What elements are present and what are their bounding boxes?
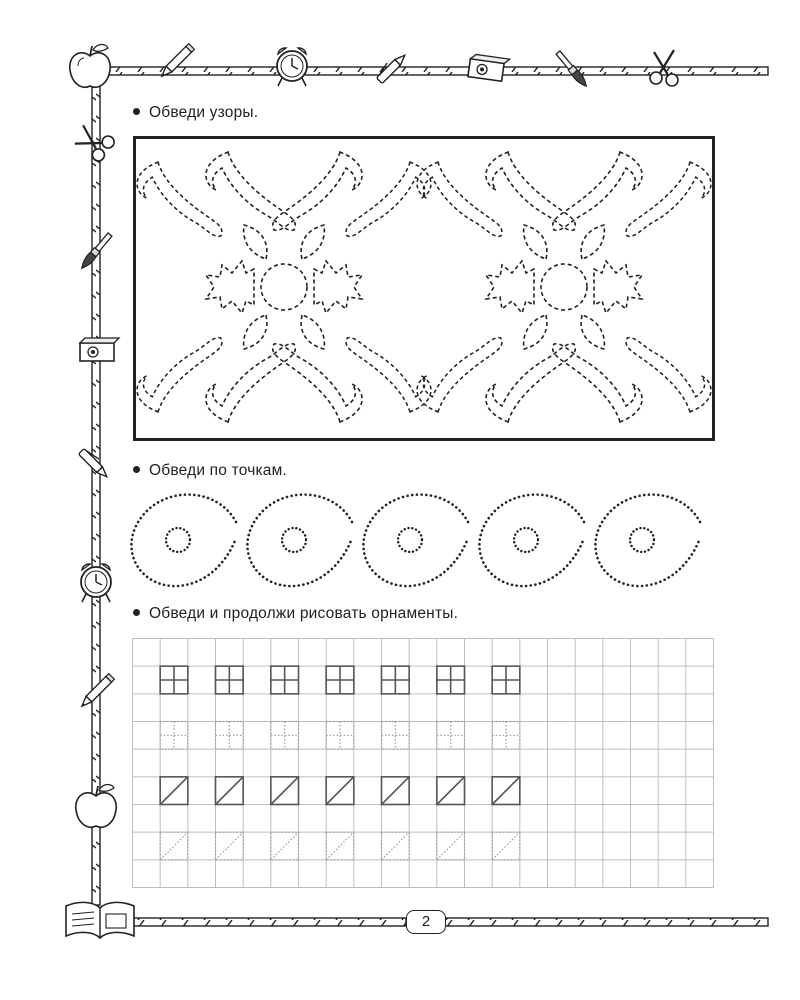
ornament-window-dotted: [326, 722, 354, 750]
page-number: 2: [406, 910, 446, 934]
dotted-circle: [514, 528, 538, 552]
ornament-window: [437, 666, 465, 694]
ornament-window: [271, 666, 299, 694]
ornament-diagonal: [326, 777, 354, 805]
alarm-clock-icon: [81, 564, 111, 602]
dotted-loop: [479, 495, 584, 586]
dotted-loop: [247, 495, 352, 586]
sharpener-icon: [468, 54, 510, 82]
grid-lines: [133, 639, 714, 888]
ornament-diagonal: [160, 777, 188, 805]
ornament-diagonal-dotted: [437, 832, 465, 860]
left-border: [92, 80, 100, 905]
dotted-circle: [630, 528, 654, 552]
ornament-diagonal-dotted: [326, 832, 354, 860]
ornament-diagonal-dotted: [216, 832, 244, 860]
task-1-instruction: [133, 104, 258, 122]
ornament-diagonal-dotted: [382, 832, 410, 860]
ornament-grid: [131, 637, 715, 889]
ornament-diagonal: [382, 777, 410, 805]
task-1-text: Обведи узоры.: [149, 104, 259, 121]
dotted-loop: [131, 495, 236, 586]
dotted-circle: [166, 528, 190, 552]
ornament-window: [326, 666, 354, 694]
task-3-instruction: [133, 605, 458, 623]
dotted-circle: [282, 528, 306, 552]
dotted-loop: [363, 495, 468, 586]
alarm-clock-icon: [277, 48, 307, 86]
dotted-loops: [120, 490, 720, 590]
ornament-window-dotted: [160, 722, 188, 750]
ornament-window-dotted: [382, 722, 410, 750]
task-2-text: Обведи по точкам.: [149, 462, 287, 479]
floral-motif-right: [417, 152, 711, 422]
bottom-border: [130, 918, 768, 926]
ornament-diagonal-dotted: [271, 832, 299, 860]
ornament-window-dotted: [492, 722, 520, 750]
ornament-window: [216, 666, 244, 694]
ornament-diagonal-dotted: [160, 832, 188, 860]
bullet-icon: [133, 108, 140, 115]
task-3-text: Обведи и продолжи рисовать орнаменты.: [149, 605, 459, 622]
dotted-circle: [398, 528, 422, 552]
ornament-window-dotted: [437, 722, 465, 750]
ornament-window: [382, 666, 410, 694]
task-2-instruction: [133, 462, 287, 480]
ornament-diagonal: [437, 777, 465, 805]
bullet-icon: [133, 466, 140, 473]
book-icon: [66, 902, 134, 938]
ornament-window: [160, 666, 188, 694]
ornament-window-dotted: [216, 722, 244, 750]
ornament-diagonal: [492, 777, 520, 805]
bullet-icon: [133, 609, 140, 616]
floral-motif-left: [137, 152, 431, 422]
ornament-diagonal-dotted: [492, 832, 520, 860]
floral-ornament: [136, 139, 712, 438]
ornament-diagonal: [271, 777, 299, 805]
pattern-tracing-box: [133, 136, 715, 441]
sharpener-icon: [80, 338, 119, 361]
ornament-window: [492, 666, 520, 694]
ornament-window-dotted: [271, 722, 299, 750]
dotted-loop: [595, 495, 700, 586]
apple-icon: [70, 45, 110, 88]
ornament-diagonal: [216, 777, 244, 805]
